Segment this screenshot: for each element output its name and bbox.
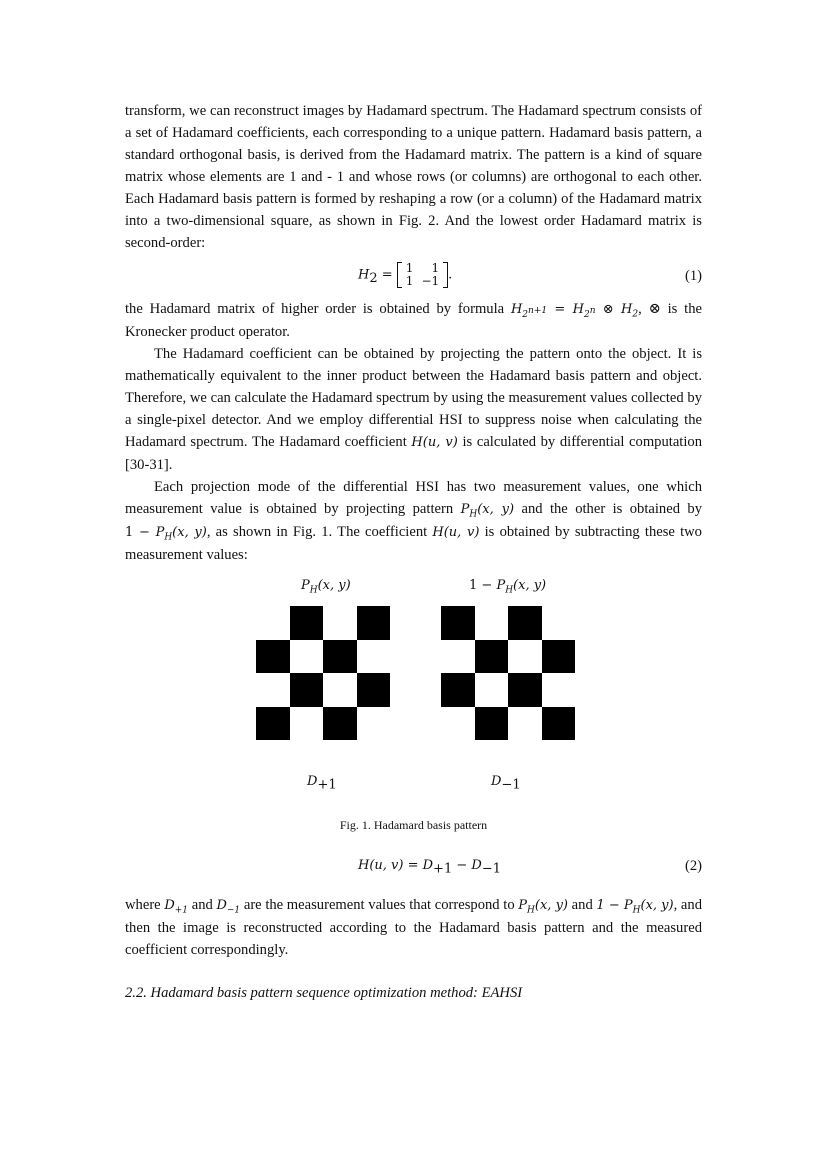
measurement-label-minus xyxy=(491,774,521,793)
equation-number-2: (2) xyxy=(684,858,702,874)
eq2-body xyxy=(358,858,501,877)
matrix-cell: −1 xyxy=(421,274,440,288)
para5-text: where xyxy=(125,897,165,913)
paragraph-4 xyxy=(125,476,702,566)
para3-text-b: is calculated by differential computation [30-31]. xyxy=(125,434,702,473)
para4-text-d: , as shown in Fig. 1. The coefficient xyxy=(206,524,433,540)
d-letter: D xyxy=(491,774,502,789)
ph-args: (x, y) xyxy=(477,502,515,517)
matrix-cell: 1 xyxy=(405,261,414,275)
d-minus-symbol: $D_{-1}$ xyxy=(216,898,241,916)
pattern-black-cell xyxy=(357,606,391,640)
pattern-black-cell xyxy=(508,606,542,640)
ph-letter: P xyxy=(460,502,470,517)
paper-page xyxy=(125,100,702,1002)
eq1-lhs-sub: 2 xyxy=(369,271,378,287)
pattern-label-left: $P_H(x$, y) xyxy=(301,578,351,596)
eq2-part: H(u, v) = D xyxy=(358,858,434,873)
hadamard-pattern-negative xyxy=(441,606,575,740)
para3-text-a: The Hadamard coefficient can be obtained by projecting the pattern onto the object. It is mathematically equivalent to the inner product between the Hadamard basis pattern and object. Therefore, we can calculate the Hadamard spectrum by using the measurement values collected by a single-pixel detector. And we employ differential HSI to suppress noise when calculating the Hadamard spectrum. The Hadamard coefficient xyxy=(125,346,702,450)
para5-text: , and then the image is reconstructed according to the Hadamard basis pattern and the measured coefficient correspondingly. xyxy=(125,897,702,958)
equation-2 xyxy=(125,840,702,894)
measurement-label-plus xyxy=(307,774,337,793)
pattern-black-cell xyxy=(290,606,324,640)
paragraph-3 xyxy=(125,343,702,476)
one-minus: 1 − xyxy=(125,525,156,540)
figure-1 xyxy=(125,576,702,832)
eq2-part: − D xyxy=(452,858,482,873)
para4-text-a: Each projection mode of the differential HSI has two measurement values, one which measurement value is obtained by projecting pattern xyxy=(125,479,702,517)
paragraph-5 xyxy=(125,894,702,961)
pattern-black-cell xyxy=(475,640,509,674)
pattern-black-cell xyxy=(290,673,324,707)
section-heading: 2.2. Hadamard basis pattern sequence optimization method: EAHSI xyxy=(125,985,523,1001)
para5-text: are the measurement values that correspond to xyxy=(240,897,519,913)
paragraph-2 xyxy=(125,298,702,343)
ph-symbol-2: $P_H(x$, y) xyxy=(518,898,569,916)
pattern-black-cell xyxy=(256,640,290,674)
para4-text-e: is obtained by subtracting these two measurement values: xyxy=(125,524,702,563)
eq1-lhs: H xyxy=(358,267,370,283)
paragraph-1: transform, we can reconstruct images by Hadamard spectrum. The Hadamard spectrum consists of a set of Hadamard coefficients, each corresponding to a unique pattern. Hadamard basis pattern, a standard orthogonal basis, is derived from the Hadamard matrix. The pattern is a kind of square matrix whose elements are 1 and - 1 and whose rows (or columns) are orthogonal to each other. Each Hadamard basis pattern is formed by reshaping a row (or a column) of the Hadamard matrix into a two-dimensional square, as shown in Fig. 2. And the lowest order Hadamard matrix is second-order: xyxy=(125,103,702,251)
para4-text-b: and the other is obtained by xyxy=(514,501,702,517)
pattern-label-left-args: (x, y) xyxy=(317,578,351,593)
huv-symbol: H(u, v) xyxy=(411,435,458,450)
pattern-black-cell xyxy=(542,707,576,741)
one-minus-ph-2: $1 - P_H(x$, y) xyxy=(596,898,674,916)
equation-1: $H_2$ = 1 1 1 −1 . (1) xyxy=(358,261,702,288)
eq2-sub: +1 xyxy=(433,861,453,877)
matrix-cell: 1 xyxy=(431,261,440,275)
para2-text-a: the Hadamard matrix of higher order is obtained by formula xyxy=(125,301,511,317)
d-plus-symbol: $D_{+1}$ xyxy=(164,898,189,916)
figure-caption: Fig. 1. Hadamard basis pattern xyxy=(339,818,488,832)
pattern-black-cell xyxy=(441,673,475,707)
eq1-matrix xyxy=(397,262,448,288)
para5-text: and xyxy=(568,897,597,913)
equation-number-1: (1) xyxy=(684,268,702,284)
pattern-black-cell xyxy=(323,707,357,741)
pattern-black-cell xyxy=(542,640,576,674)
eq2-sub: −1 xyxy=(481,861,501,877)
pattern-black-cell xyxy=(256,707,290,741)
one-minus-ph: $1 - P_H(x$, y) xyxy=(125,525,207,543)
huv-symbol-2: H(u, v) xyxy=(432,525,480,540)
d-letter: D xyxy=(307,774,318,789)
para5-text: and xyxy=(188,897,217,913)
pattern-black-cell xyxy=(475,707,509,741)
ph-symbol: $P_H(x$, y) xyxy=(460,502,515,520)
d-sub-plus: +1 xyxy=(317,777,337,793)
pattern-black-cell xyxy=(441,606,475,640)
pattern-black-cell xyxy=(357,673,391,707)
matrix-cell: 1 xyxy=(405,274,414,288)
kronecker-formula: $H_{2^{n+1}} = H_{2^n}$ ⊗ $H_2$ xyxy=(510,302,639,320)
pattern-black-cell xyxy=(508,673,542,707)
hadamard-pattern-positive xyxy=(256,606,390,740)
para2-text-b: , ⊗ is the Kronecker product operator. xyxy=(125,301,703,340)
pattern-black-cell xyxy=(323,640,357,674)
pattern-label-right: $1 - P_H(x$, y) xyxy=(469,578,547,596)
pattern-label-right-prefix: 1 − xyxy=(469,578,497,593)
d-sub-minus: −1 xyxy=(501,777,521,793)
